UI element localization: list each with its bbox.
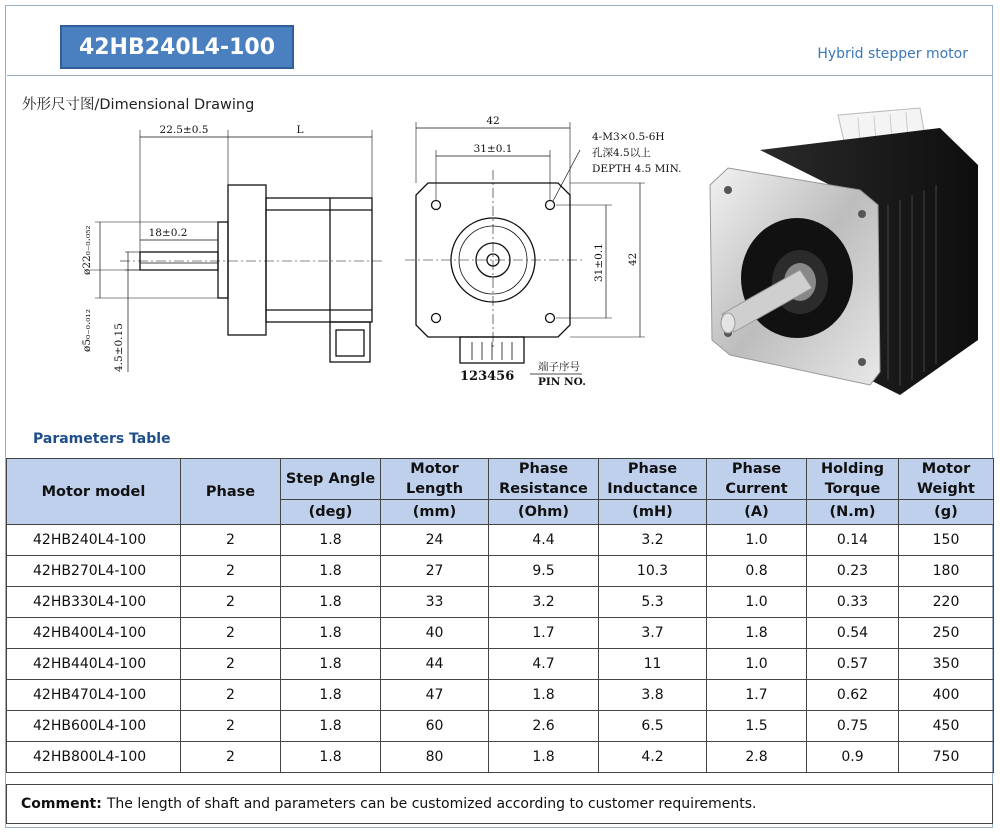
cell-phase-inductance: 3.8 <box>599 680 707 711</box>
comment-box <box>6 784 993 824</box>
dim-shaft-extension: 22.5±0.5 <box>159 124 209 136</box>
cell-motor-length: 27 <box>381 556 489 587</box>
cell-motor-model: 42HB600L4-100 <box>7 711 181 742</box>
cell-motor-weight: 180 <box>899 556 994 587</box>
table-row <box>7 649 994 680</box>
dim-flat-depth: 4.5±0.15 <box>113 323 125 372</box>
cell-phase: 2 <box>181 618 281 649</box>
cell-phase: 2 <box>181 742 281 773</box>
unit-phase-resistance: (Ohm) <box>489 500 599 525</box>
header-holding-torque: Holding Torque <box>807 459 899 500</box>
dim-flat-length: 18±0.2 <box>148 227 188 239</box>
cell-phase-inductance: 5.3 <box>599 587 707 618</box>
cell-motor-model: 42HB240L4-100 <box>7 525 181 556</box>
cell-motor-length: 47 <box>381 680 489 711</box>
header-motor-weight: Motor Weight <box>899 459 994 500</box>
cell-phase-resistance: 1.8 <box>489 742 599 773</box>
cell-motor-model: 42HB330L4-100 <box>7 587 181 618</box>
cell-phase: 2 <box>181 680 281 711</box>
cell-phase-current: 1.7 <box>707 680 807 711</box>
unit-holding-torque: (N.m) <box>807 500 899 525</box>
header-step-angle: Step Angle <box>281 459 381 500</box>
drawing-title: 外形尺寸图/Dimensional Drawing <box>22 97 255 113</box>
dim-shaft-diameter: ø5₀₋₀.₀₁₂ <box>81 309 93 352</box>
cell-holding-torque: 0.54 <box>807 618 899 649</box>
pin-label-en: PIN NO. <box>538 376 586 388</box>
product-subtitle: Hybrid stepper motor <box>817 46 968 62</box>
params-title: Parameters Table <box>33 431 171 447</box>
cell-step-angle: 1.8 <box>281 618 381 649</box>
dim-length-L: L <box>296 124 304 136</box>
cell-phase: 2 <box>181 525 281 556</box>
unit-phase-inductance: (mH) <box>599 500 707 525</box>
cell-motor-weight: 150 <box>899 525 994 556</box>
cell-phase-inductance: 10.3 <box>599 556 707 587</box>
table-row <box>7 525 994 556</box>
cell-phase-current: 1.0 <box>707 587 807 618</box>
cell-step-angle: 1.8 <box>281 587 381 618</box>
table-row <box>7 587 994 618</box>
cell-phase-inductance: 6.5 <box>599 711 707 742</box>
header-phase-inductance: Phase Inductance <box>599 459 707 500</box>
model-title: 42HB240L4-100 <box>78 34 276 60</box>
cell-phase: 2 <box>181 711 281 742</box>
cell-step-angle: 1.8 <box>281 680 381 711</box>
cell-step-angle: 1.8 <box>281 711 381 742</box>
table-row <box>7 680 994 711</box>
cell-phase-resistance: 1.8 <box>489 680 599 711</box>
cell-motor-length: 80 <box>381 742 489 773</box>
cell-phase-current: 1.8 <box>707 618 807 649</box>
table-row <box>7 618 994 649</box>
cell-motor-model: 42HB400L4-100 <box>7 618 181 649</box>
header-phase-current: Phase Current <box>707 459 807 500</box>
cell-step-angle: 1.8 <box>281 649 381 680</box>
cell-motor-weight: 750 <box>899 742 994 773</box>
cell-motor-model: 42HB470L4-100 <box>7 680 181 711</box>
cell-holding-torque: 0.9 <box>807 742 899 773</box>
cell-step-angle: 1.8 <box>281 742 381 773</box>
header-motor-length: Motor Length <box>381 459 489 500</box>
cell-holding-torque: 0.23 <box>807 556 899 587</box>
cell-phase-current: 0.8 <box>707 556 807 587</box>
cell-phase-resistance: 9.5 <box>489 556 599 587</box>
table-header-row <box>7 459 994 500</box>
comment-text: The length of shaft and parameters can be customized according to customer requirements. <box>106 796 757 812</box>
table-row <box>7 711 994 742</box>
cell-motor-weight: 350 <box>899 649 994 680</box>
cell-motor-length: 44 <box>381 649 489 680</box>
cell-step-angle: 1.8 <box>281 525 381 556</box>
cell-phase-resistance: 3.2 <box>489 587 599 618</box>
header-phase: Phase <box>181 459 281 525</box>
cell-motor-model: 42HB800L4-100 <box>7 742 181 773</box>
motor-photo <box>710 108 978 395</box>
unit-motor-length: (mm) <box>381 500 489 525</box>
cell-motor-length: 33 <box>381 587 489 618</box>
side-view-dimensions <box>81 124 304 372</box>
unit-motor-weight: (g) <box>899 500 994 525</box>
cell-motor-weight: 250 <box>899 618 994 649</box>
cell-phase-resistance: 4.7 <box>489 649 599 680</box>
unit-phase-current: (A) <box>707 500 807 525</box>
parameters-table <box>6 458 994 773</box>
cell-phase-inductance: 4.2 <box>599 742 707 773</box>
header-phase-resistance: Phase Resistance <box>489 459 599 500</box>
hole-note-depth-cn: 孔深4.5以上 <box>592 147 651 159</box>
cell-holding-torque: 0.33 <box>807 587 899 618</box>
cell-phase-inductance: 3.7 <box>599 618 707 649</box>
pin-numbers: 123456 <box>460 369 515 384</box>
cell-holding-torque: 0.14 <box>807 525 899 556</box>
table-row <box>7 742 994 773</box>
cell-holding-torque: 0.62 <box>807 680 899 711</box>
cell-step-angle: 1.8 <box>281 556 381 587</box>
cell-holding-torque: 0.57 <box>807 649 899 680</box>
cell-motor-length: 60 <box>381 711 489 742</box>
cell-phase: 2 <box>181 556 281 587</box>
header-motor-model: Motor model <box>7 459 181 525</box>
cell-motor-weight: 450 <box>899 711 994 742</box>
cell-motor-weight: 220 <box>899 587 994 618</box>
cell-motor-weight: 400 <box>899 680 994 711</box>
cell-phase-inductance: 11 <box>599 649 707 680</box>
unit-step-angle: (deg) <box>281 500 381 525</box>
dim-boss-diameter: ø22₀₋₀.₀₅₂ <box>81 225 93 275</box>
cell-phase-current: 1.0 <box>707 649 807 680</box>
pin-label-cn: 端子序号 <box>538 361 580 373</box>
dim-width: 42 <box>486 115 500 127</box>
cell-phase-inductance: 3.2 <box>599 525 707 556</box>
cell-phase-current: 1.0 <box>707 525 807 556</box>
cell-phase-resistance: 4.4 <box>489 525 599 556</box>
dim-hole-spacing: 31±0.1 <box>473 143 513 155</box>
cell-motor-length: 24 <box>381 525 489 556</box>
cell-phase: 2 <box>181 587 281 618</box>
comment-label: Comment: <box>21 796 102 812</box>
hole-note-depth-en: DEPTH 4.5 MIN. <box>592 163 682 175</box>
cell-motor-model: 42HB270L4-100 <box>7 556 181 587</box>
cell-phase-current: 2.8 <box>707 742 807 773</box>
cell-phase-current: 1.5 <box>707 711 807 742</box>
cell-holding-torque: 0.75 <box>807 711 899 742</box>
cell-phase-resistance: 1.7 <box>489 618 599 649</box>
cell-motor-length: 40 <box>381 618 489 649</box>
dim-hole-spacing-vertical: 31±0.1 <box>593 243 605 282</box>
hole-note-thread: 4-M3×0.5-6H <box>592 131 665 143</box>
cell-phase-resistance: 2.6 <box>489 711 599 742</box>
cell-motor-model: 42HB440L4-100 <box>7 649 181 680</box>
dim-height: 42 <box>627 252 639 266</box>
front-view <box>405 122 645 374</box>
table-row <box>7 556 994 587</box>
cell-phase: 2 <box>181 649 281 680</box>
side-view <box>90 130 385 372</box>
